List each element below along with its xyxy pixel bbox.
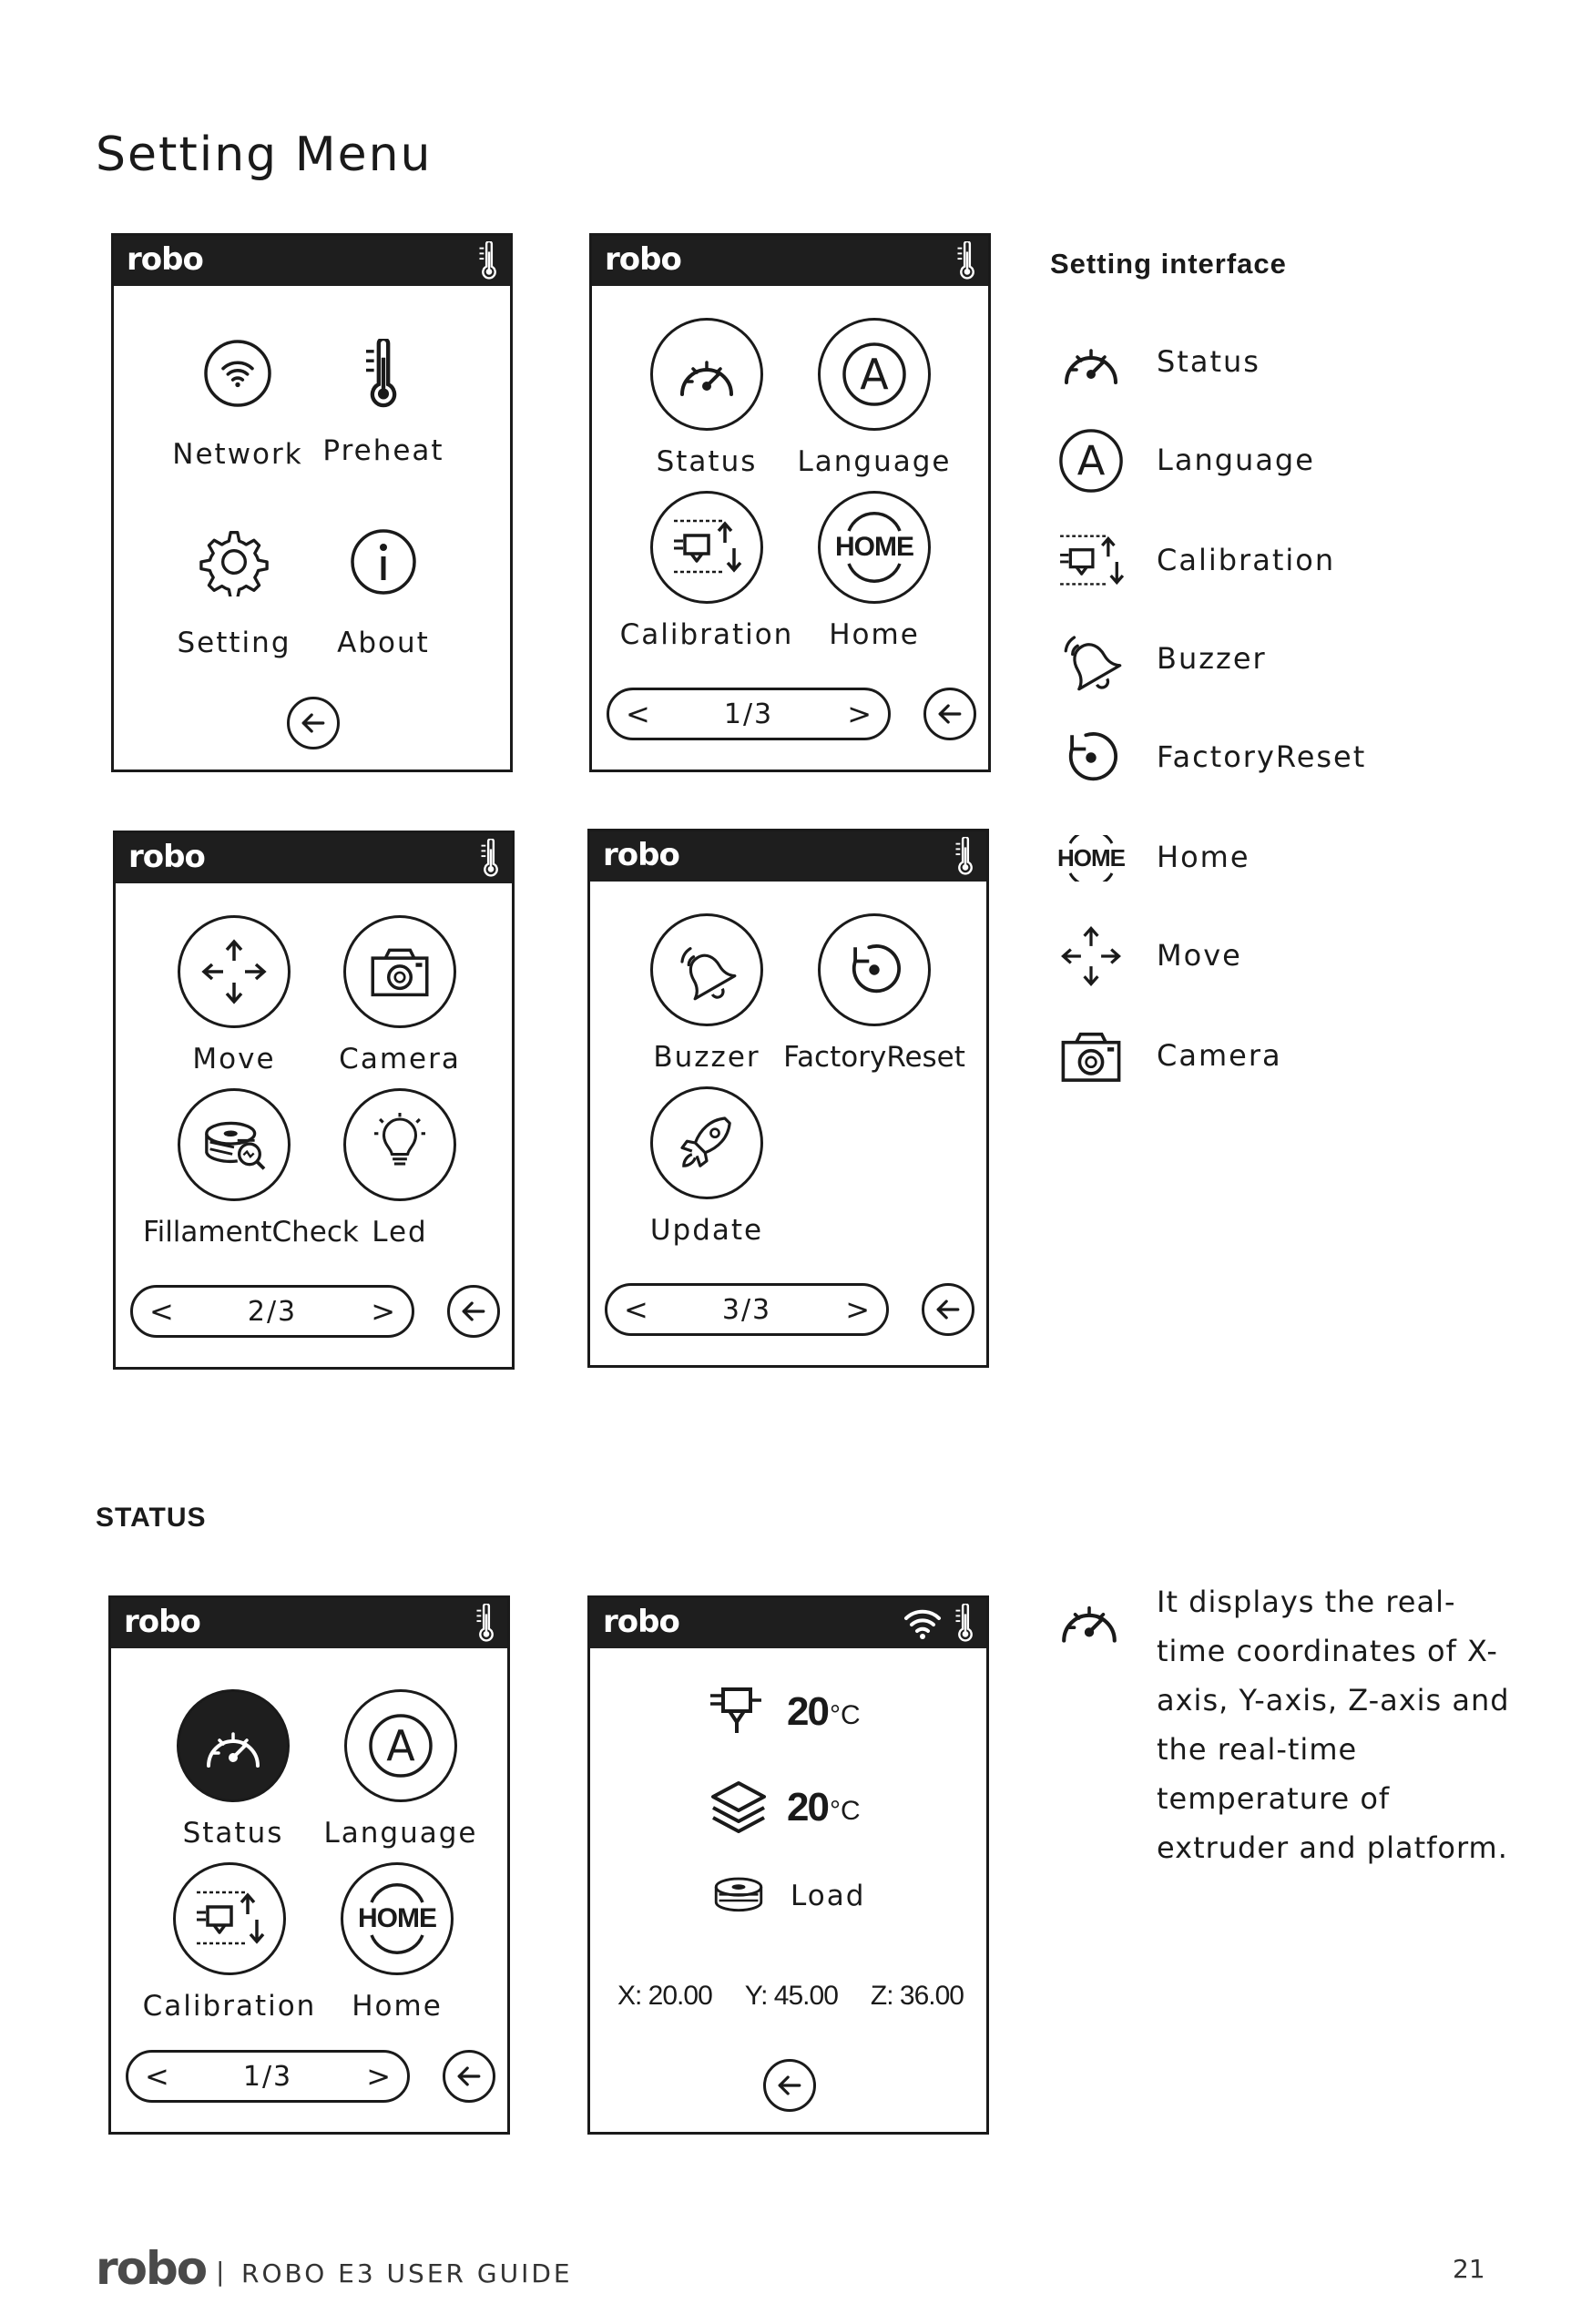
screen-settings-status-selected [108,1595,510,2135]
menu-item-label: Preheat [322,434,444,467]
bell-icon [1057,626,1125,693]
letter-a-icon [366,1711,435,1780]
page-indicator [607,688,891,740]
back-button[interactable] [287,697,340,749]
thermometer-icon[interactable] [955,1604,975,1642]
settings-item-label: Buzzer [653,1041,760,1074]
prev-page-button[interactable]: < [626,697,650,731]
robo-logo: robo [127,241,203,278]
settings-item-home[interactable] [306,1862,488,2023]
bulb-icon [368,1113,432,1177]
page-indicator [605,1283,889,1336]
status-bar [111,1598,507,1648]
back-arrow-icon [933,698,966,730]
thermometer-icon[interactable] [479,241,499,280]
x-coordinate: X: 20.00 [617,1981,712,2011]
settings-item-camera[interactable] [309,915,491,1075]
settings-item-label: Status [182,1817,284,1850]
filament-state: Load [791,1880,866,1912]
next-page-button[interactable]: > [371,1294,395,1329]
screen-settings-page-2 [113,831,515,1370]
page-number: 1/3 [723,698,774,730]
menu-item-preheat[interactable] [292,323,474,467]
settings-item-home[interactable] [783,491,965,651]
wifi-icon[interactable] [903,1607,943,1640]
back-button[interactable] [922,1283,974,1336]
settings-item-label: Language [323,1817,478,1850]
back-arrow-icon [457,1295,490,1328]
settings-item-label: Camera [339,1043,461,1075]
back-arrow-icon [453,2060,485,2093]
settings-item-calibration[interactable] [616,491,798,651]
letter-a-icon [840,340,909,409]
section-title-status: STATUS [96,1503,207,1533]
nozzle-icon [707,1680,770,1744]
status-bar [590,1598,986,1648]
prev-page-button[interactable]: < [624,1292,648,1327]
temp-unit: °C [829,1796,861,1826]
extruder-temp: 20 [787,1689,828,1734]
next-page-button[interactable]: > [845,1292,870,1327]
robo-logo: robo [603,1604,679,1640]
y-coordinate: Y: 45.00 [744,1981,838,2011]
menu-item-label: Network [172,438,303,471]
prev-page-button[interactable]: < [145,2059,169,2094]
status-bar [592,236,988,286]
menu-item-about[interactable] [292,512,474,659]
filament-spool-icon [709,1873,769,1919]
z-coordinate: Z: 36.00 [870,1981,964,2011]
camera-icon [368,943,432,1000]
move-icon [198,935,270,1008]
calibration-icon [193,1887,266,1951]
coordinates [617,1981,964,2012]
legend-label: Language [1157,443,1315,477]
page-indicator [126,2050,410,2103]
back-button[interactable] [447,1285,500,1338]
wifi-icon [203,339,272,408]
gear-icon [199,527,269,596]
thermometer-icon [365,339,402,408]
settings-item-label: Led [372,1216,428,1249]
settings-item-language[interactable] [310,1689,492,1850]
page-indicator [130,1285,414,1338]
legend-item-buzzer [1056,625,1530,698]
settings-item-label: Language [797,445,952,478]
status-bar [114,236,510,286]
settings-item-label: Home [829,618,920,651]
calibration-icon [670,515,743,579]
thermometer-icon[interactable] [481,839,501,877]
page-title: Setting Menu [96,127,433,182]
platform-temp: 20 [787,1785,828,1830]
settings-item-label: Move [192,1043,276,1075]
next-page-button[interactable]: > [847,697,872,731]
status-description: It displays the real-time coordinates of X-axis, Y-axis, Z-axis and the real-time temperature of extruder and platform. [1157,1585,1510,1865]
back-button[interactable] [763,2059,816,2112]
settings-item-move[interactable] [143,915,325,1075]
menu-item-label: About [337,627,430,659]
gauge-icon [1056,1594,1122,1646]
legend-item-factory-reset [1056,723,1530,796]
legend-item-language [1056,426,1530,499]
menu-item-label: Setting [177,627,291,659]
calibration-icon [1056,531,1126,591]
screen-main-menu [111,233,513,772]
footer-separator: | [216,2257,225,2287]
rocket-icon [674,1110,740,1176]
filament-row [709,1873,865,1919]
move-icon [1057,922,1125,990]
camera-icon [1058,1027,1124,1086]
legend-item-calibration [1056,526,1530,599]
layers-icon [707,1776,770,1840]
legend-label: Move [1157,938,1242,973]
svg-text:A: A [386,1721,415,1770]
thermometer-icon[interactable] [476,1604,496,1642]
robo-logo: robo [124,1604,200,1640]
settings-item-status-selected[interactable] [142,1689,324,1850]
back-arrow-icon [773,2069,806,2102]
settings-item-label: Update [649,1214,764,1247]
letter-a-icon [1057,427,1125,494]
extruder-temp-row [707,1680,861,1744]
legend-item-status [1056,328,1530,401]
back-arrow-icon [932,1293,964,1326]
settings-item-status[interactable] [616,318,798,478]
settings-item-update[interactable] [616,1086,798,1247]
settings-item-led[interactable] [309,1088,491,1249]
gauge-icon [201,1720,265,1771]
svg-text:A: A [1076,436,1106,485]
footer-logo: robo [96,2242,207,2295]
thermometer-icon[interactable] [957,241,977,280]
screen-settings-page-1 [589,233,991,772]
reset-icon [1056,723,1126,792]
settings-item-factory-reset[interactable] [783,913,965,1074]
status-description-icon-wrap [1056,1594,1122,1650]
robo-logo: robo [605,241,681,278]
page-number: 3/3 [721,1293,772,1326]
legend-label: FactoryReset [1157,739,1367,774]
back-button[interactable] [923,688,976,740]
settings-item-calibration[interactable] [138,1862,321,2023]
page-number: 1/3 [242,2060,293,2093]
settings-item-label: FillamentCheck [143,1216,359,1249]
legend-label: Calibration [1157,543,1336,577]
settings-item-buzzer[interactable] [616,913,798,1074]
legend-label: Buzzer [1157,641,1267,676]
footer-guide-title: ROBO E3 USER GUIDE [241,2258,573,2288]
screen-settings-page-3 [587,829,989,1368]
home-icon: HOME [1056,823,1126,892]
legend-title: Setting interface [1050,248,1287,280]
screen-status-details [587,1595,989,2135]
temp-unit: °C [829,1700,861,1730]
gauge-icon [1059,337,1123,388]
svg-text:A: A [860,350,889,399]
legend-label: Status [1157,344,1260,379]
prev-page-button[interactable]: < [149,1294,174,1329]
info-icon [349,527,418,596]
home-icon: HOME [818,491,931,604]
legend-item-camera [1056,1022,1530,1095]
settings-item-label: Status [656,445,758,478]
gauge-icon [675,349,739,400]
back-arrow-icon [297,707,330,739]
reset-icon [840,935,909,1004]
thermometer-icon[interactable] [955,837,975,875]
robo-logo: robo [128,839,205,875]
status-bar [116,833,512,883]
settings-item-label: Calibration [619,618,794,651]
home-icon: HOME [341,1862,454,1975]
page-number: 2/3 [247,1295,298,1328]
filament-check-icon [199,1115,269,1175]
next-page-button[interactable]: > [366,2059,391,2094]
page-number: 21 [1453,2254,1485,2284]
settings-item-language[interactable] [783,318,965,478]
status-bar [590,831,986,882]
legend-item-home [1056,823,1530,896]
settings-item-label: FactoryReset [783,1041,965,1074]
legend-item-move [1056,922,1530,994]
legend-label: Camera [1157,1038,1282,1073]
legend-label: Home [1157,840,1250,874]
platform-temp-row [707,1776,861,1840]
bell-icon [674,937,740,1003]
settings-item-filament-check[interactable] [143,1088,359,1249]
back-button[interactable] [443,2050,495,2103]
robo-logo: robo [603,837,679,873]
settings-item-label: Home [352,1990,443,2023]
settings-item-label: Calibration [142,1990,317,2023]
